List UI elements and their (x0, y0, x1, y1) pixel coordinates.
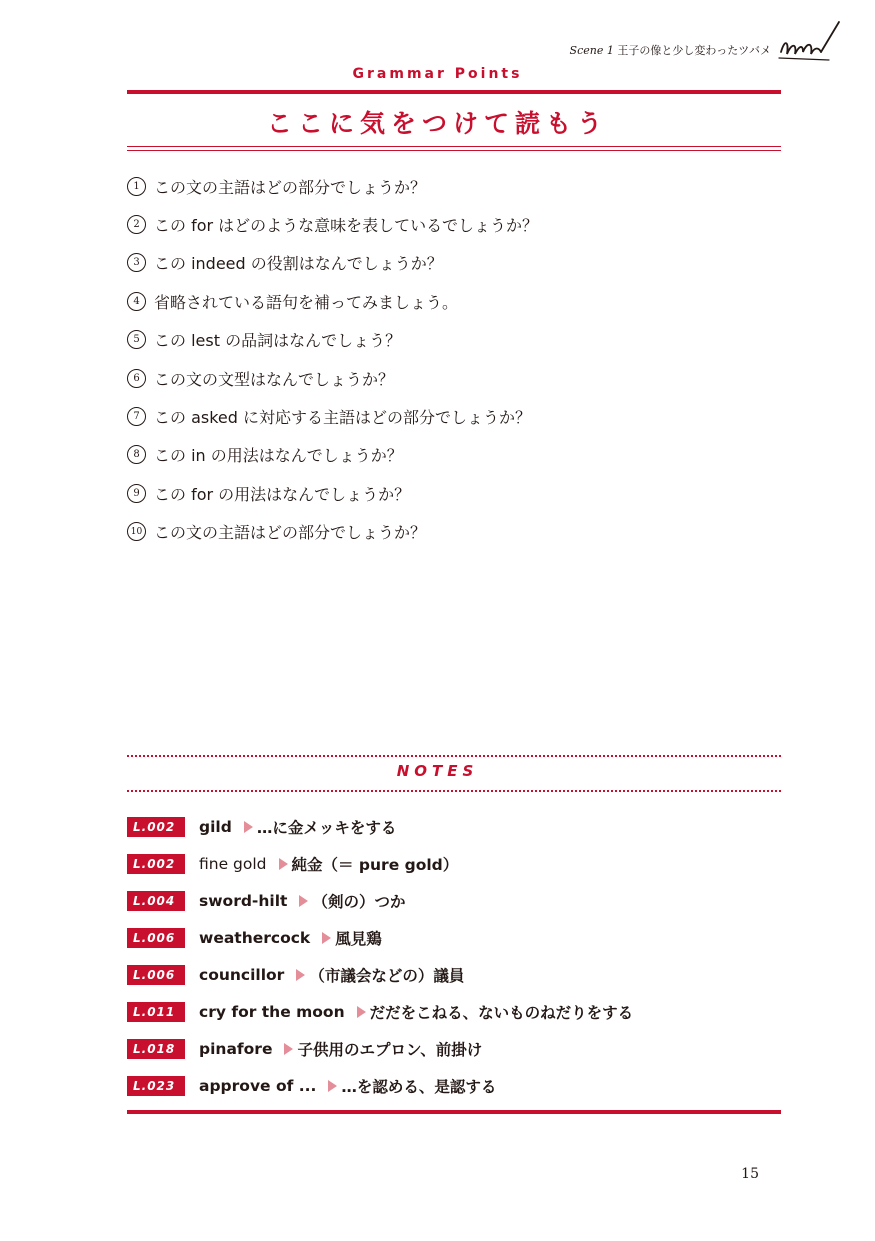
note-meaning: 子供用のエプロン、前掛け (297, 1041, 483, 1060)
circled-number-icon: 6 (127, 369, 146, 388)
question-item (127, 167, 781, 205)
note-item (127, 882, 781, 919)
circled-number-icon: 10 (127, 522, 146, 541)
question-text: この文の主語はどの部分でしょうか？ (154, 523, 427, 543)
top-rule (127, 90, 781, 94)
title-rule-upper (127, 146, 781, 147)
note-item (127, 1031, 781, 1068)
note-term: gild (199, 817, 232, 836)
scene-label: Scene 1 (569, 44, 614, 57)
title-rule-lower (127, 150, 781, 151)
note-meaning: （剣の）つか (312, 892, 406, 911)
note-term: approve of ... (199, 1077, 317, 1096)
question-item (127, 474, 781, 512)
triangle-right-icon (299, 895, 308, 907)
question-text: この文の文型はなんでしょうか？ (154, 369, 395, 389)
section-title: ここに気をつけて読もう (266, 109, 608, 138)
notes-label: NOTES (396, 762, 479, 780)
line-badge: L.011 (127, 1002, 185, 1022)
line-badge: L.006 (127, 928, 185, 948)
note-term: sword-hilt (199, 891, 288, 910)
question-list (127, 167, 781, 551)
note-term: pinafore (199, 1040, 273, 1059)
triangle-right-icon (284, 1043, 293, 1055)
note-item (127, 956, 781, 993)
triangle-right-icon (357, 1006, 366, 1018)
notes-dotted-rule-bottom (127, 790, 781, 792)
chapter-title: 王子の像と少し変わったツバメ (617, 44, 771, 57)
question-item (127, 359, 781, 397)
question-text: この lest の品詞はなんでしょう？ (154, 331, 402, 351)
question-text: この in の用法はなんでしょうか？ (154, 446, 403, 466)
question-item (127, 282, 781, 320)
note-item (127, 919, 781, 956)
note-term: councillor (199, 965, 285, 984)
question-text: この for はどのような意味を表しているでしょうか？ (154, 216, 539, 236)
note-item (127, 1068, 781, 1105)
question-text: この asked に対応する主語はどの部分でしょうか？ (154, 408, 532, 428)
pen-signature-icon (777, 18, 847, 64)
question-item (127, 436, 781, 474)
triangle-right-icon (328, 1080, 337, 1092)
notes-list (127, 808, 781, 1105)
triangle-right-icon (322, 932, 331, 944)
note-term: fine gold (199, 854, 267, 873)
question-item (127, 513, 781, 551)
bottom-rule (127, 1110, 781, 1114)
circled-number-icon: 8 (127, 445, 146, 464)
triangle-right-icon (279, 858, 288, 870)
note-meaning: …に金メッキをする (256, 818, 397, 837)
note-item (127, 993, 781, 1030)
circled-number-icon: 7 (127, 407, 146, 426)
circled-number-icon: 3 (127, 253, 146, 272)
line-badge: L.006 (127, 965, 185, 985)
note-term: cry for the moon (199, 1003, 345, 1022)
circled-number-icon: 5 (127, 330, 146, 349)
line-badge: L.002 (127, 854, 185, 874)
section-label: Grammar Points (352, 66, 523, 82)
line-badge: L.004 (127, 891, 185, 911)
line-badge: L.018 (127, 1039, 185, 1059)
circled-number-icon: 4 (127, 292, 146, 311)
question-text: この文の主語はどの部分でしょうか？ (154, 177, 427, 197)
question-item (127, 205, 781, 243)
question-text: この indeed の役割はなんでしょうか？ (154, 254, 443, 274)
note-meaning: （市議会などの）議員 (309, 966, 465, 985)
line-badge: L.023 (127, 1076, 185, 1096)
triangle-right-icon (244, 821, 253, 833)
line-badge: L.002 (127, 817, 185, 837)
running-header (570, 42, 771, 58)
note-meaning: 風見鶏 (335, 929, 382, 948)
note-item (127, 808, 781, 845)
circled-number-icon: 1 (127, 177, 146, 196)
question-text: 省略されている語句を補ってみましょう。 (154, 292, 459, 312)
question-item (127, 397, 781, 435)
page-number: 15 (741, 1166, 759, 1182)
question-item (127, 321, 781, 359)
note-meaning: …を認める、是認する (341, 1078, 497, 1097)
note-term: weathercock (199, 928, 311, 947)
question-text: この for の用法はなんでしょうか？ (154, 484, 411, 504)
note-meaning: だだをこねる、ないものねだりをする (369, 1004, 634, 1023)
notes-dotted-rule-top (127, 755, 781, 757)
circled-number-icon: 2 (127, 215, 146, 234)
question-item (127, 244, 781, 282)
triangle-right-icon (296, 969, 305, 981)
circled-number-icon: 9 (127, 484, 146, 503)
note-meaning: 純金（＝ pure gold） (291, 855, 459, 874)
note-item (127, 845, 781, 882)
